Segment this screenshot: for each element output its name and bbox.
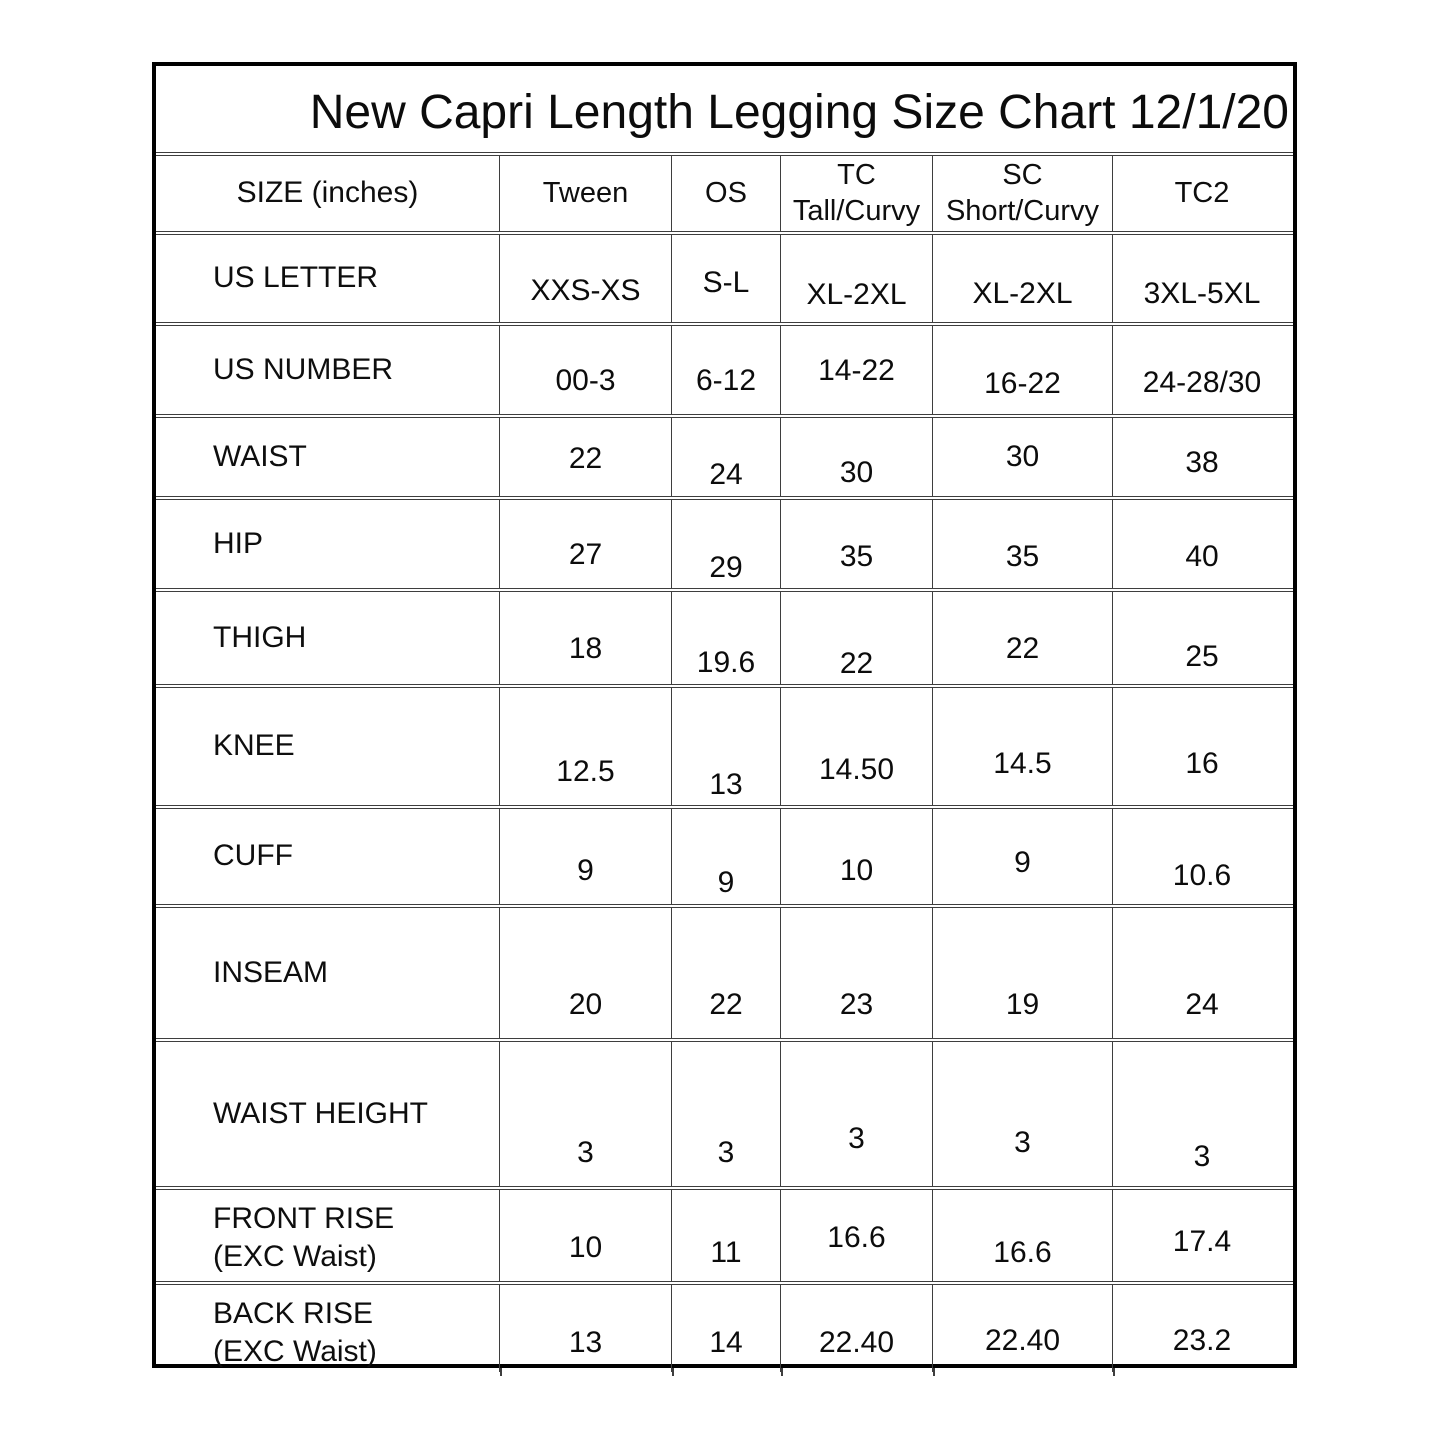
cell-value: 3 xyxy=(848,1122,865,1155)
cell-back-rise-tween xyxy=(499,1285,671,1372)
cell-value: 24 xyxy=(709,458,743,491)
cell-us-letter-os xyxy=(671,235,780,322)
table-row-knee xyxy=(156,684,1293,805)
cell-value: 19.6 xyxy=(696,646,756,679)
column-header-sc xyxy=(932,156,1112,231)
cell-value: 9 xyxy=(717,866,735,899)
cell-value: 10 xyxy=(568,1231,603,1264)
cell-hip-tc2 xyxy=(1112,500,1291,588)
row-label-back-rise xyxy=(156,1285,499,1372)
cell-waist-tc xyxy=(780,418,932,496)
cell-cuff-sc xyxy=(932,809,1112,904)
cell-back-rise-os xyxy=(671,1285,780,1372)
table-row-waist xyxy=(156,414,1293,496)
cell-value: 22.40 xyxy=(818,1325,895,1359)
cell-value: 40 xyxy=(1185,540,1219,573)
cell-value: 22 xyxy=(839,647,874,680)
cell-value: 24-28/30 xyxy=(1142,366,1262,399)
cell-value: 24 xyxy=(1185,988,1219,1021)
row-label-hip xyxy=(156,500,499,588)
column-divider-stub xyxy=(781,1368,783,1376)
row-label-text: WAIST HEIGHT xyxy=(213,1096,429,1130)
column-divider-stub xyxy=(500,1368,502,1376)
cell-knee-os xyxy=(671,688,780,805)
column-header-sublabel: Short/Curvy xyxy=(945,194,1100,227)
cell-cuff-tween xyxy=(499,809,671,904)
column-header-tween xyxy=(499,156,671,231)
cell-inseam-tc2 xyxy=(1112,908,1291,1038)
row-label-knee xyxy=(156,688,499,805)
size-chart-table xyxy=(152,62,1297,1368)
cell-value: 22 xyxy=(568,442,603,475)
cell-inseam-tc xyxy=(780,908,932,1038)
cell-front-rise-os xyxy=(671,1190,780,1281)
cell-hip-os xyxy=(671,500,780,588)
title-row xyxy=(156,66,1293,152)
row-label-front-rise xyxy=(156,1190,499,1281)
cell-cuff-tc xyxy=(780,809,932,904)
cell-value: 16-22 xyxy=(984,367,1061,400)
cell-inseam-tween xyxy=(499,908,671,1038)
cell-value: 00-3 xyxy=(555,364,616,397)
cell-value: 3 xyxy=(577,1136,594,1169)
cell-knee-tc xyxy=(780,688,932,805)
row-label-text: THIGH xyxy=(213,620,307,654)
row-label-text: INSEAM xyxy=(213,955,329,989)
table-row-inseam xyxy=(156,904,1293,1038)
cell-cuff-os xyxy=(671,809,780,904)
cell-value: 12.5 xyxy=(556,755,615,788)
cell-waist-os xyxy=(671,418,780,496)
cell-value: 10 xyxy=(839,854,874,887)
cell-waist-height-tc xyxy=(780,1042,932,1186)
table-row-cuff xyxy=(156,805,1293,904)
table-row-hip xyxy=(156,496,1293,588)
cell-value: 30 xyxy=(1005,440,1040,473)
cell-value: 35 xyxy=(1005,540,1040,573)
row-label-text: BACK RISE xyxy=(213,1297,374,1330)
row-label-cuff xyxy=(156,809,499,904)
column-header-tc2 xyxy=(1112,156,1291,231)
cell-back-rise-sc xyxy=(932,1285,1112,1372)
row-sublabel-text: (EXC Waist) xyxy=(213,1240,377,1274)
row-label-text: FRONT RISE xyxy=(213,1202,395,1235)
cell-knee-sc xyxy=(932,688,1112,805)
column-divider-stub xyxy=(933,1368,935,1376)
column-divider-stub xyxy=(1113,1368,1115,1376)
cell-value: 22.40 xyxy=(984,1323,1061,1357)
page-title: New Capri Length Legging Size Chart 12/1/20 xyxy=(309,86,1289,139)
cell-value: 38 xyxy=(1185,446,1219,479)
cell-value: 18 xyxy=(568,632,603,665)
table-row-waist-height xyxy=(156,1038,1293,1186)
cell-value: 35 xyxy=(839,540,874,573)
cell-waist-height-tween xyxy=(499,1042,671,1186)
column-header-tc xyxy=(780,156,932,231)
cell-value: 14.5 xyxy=(993,747,1052,780)
cell-us-number-tc xyxy=(780,326,932,414)
cell-value: XL-2XL xyxy=(972,277,1073,310)
cell-waist-sc xyxy=(932,418,1112,496)
table-row-front-rise xyxy=(156,1186,1293,1281)
cell-value: 27 xyxy=(568,538,603,571)
column-header-label: Tween xyxy=(542,176,629,209)
cell-thigh-tc2 xyxy=(1112,592,1291,684)
row-label-text: WAIST xyxy=(213,439,307,473)
table-row-us-letter xyxy=(156,231,1293,322)
cell-value: 9 xyxy=(1014,846,1031,879)
corner-label: SIZE (inches) xyxy=(236,176,419,210)
row-label-text: US NUMBER xyxy=(213,352,394,386)
column-header-label: TC2 xyxy=(1174,176,1230,209)
cell-us-letter-sc xyxy=(932,235,1112,322)
cell-value: 29 xyxy=(709,551,743,584)
cell-us-number-os xyxy=(671,326,780,414)
cell-us-letter-tween xyxy=(499,235,671,322)
cell-value: XXS-XS xyxy=(530,274,641,307)
cell-waist-height-tc2 xyxy=(1112,1042,1291,1186)
row-label-text: US LETTER xyxy=(213,261,379,295)
cell-value: 3 xyxy=(1014,1126,1031,1159)
cell-value: 16.6 xyxy=(827,1221,886,1254)
cell-value: 22 xyxy=(709,988,743,1021)
cell-thigh-os xyxy=(671,592,780,684)
cell-us-number-sc xyxy=(932,326,1112,414)
cell-cuff-tc2 xyxy=(1112,809,1291,904)
cell-value: 23 xyxy=(839,988,874,1021)
cell-front-rise-tween xyxy=(499,1190,671,1281)
row-label-us-letter xyxy=(156,235,499,322)
row-label-waist-height xyxy=(156,1042,499,1186)
row-label-waist xyxy=(156,418,499,496)
cell-waist-height-os xyxy=(671,1042,780,1186)
cell-value: 17.4 xyxy=(1172,1225,1232,1258)
cell-us-letter-tc xyxy=(780,235,932,322)
cell-hip-sc xyxy=(932,500,1112,588)
cell-front-rise-tc xyxy=(780,1190,932,1281)
cell-waist-tc2 xyxy=(1112,418,1291,496)
column-header-size-inches xyxy=(156,156,499,231)
cell-knee-tween xyxy=(499,688,671,805)
row-label-thigh xyxy=(156,592,499,684)
cell-us-number-tween xyxy=(499,326,671,414)
cell-value: 11 xyxy=(710,1236,742,1269)
cell-value: 14 xyxy=(709,1325,743,1359)
row-label-us-number xyxy=(156,326,499,414)
cell-value: 10.6 xyxy=(1172,859,1232,892)
cell-value: 3 xyxy=(717,1136,735,1169)
cell-us-number-tc2 xyxy=(1112,326,1291,414)
cell-value: 9 xyxy=(577,854,594,887)
cell-hip-tc xyxy=(780,500,932,588)
column-header-label: TC xyxy=(837,159,876,192)
column-header-label: OS xyxy=(705,176,747,209)
row-label-text: HIP xyxy=(213,526,264,560)
row-label-inseam xyxy=(156,908,499,1038)
cell-front-rise-tc2 xyxy=(1112,1190,1291,1281)
row-label-text: CUFF xyxy=(213,839,293,873)
cell-value: 30 xyxy=(839,456,874,489)
cell-value: 13 xyxy=(709,768,743,801)
cell-value: 14-22 xyxy=(818,354,895,387)
table-row-thigh xyxy=(156,588,1293,684)
cell-value: 25 xyxy=(1185,640,1219,673)
cell-hip-tween xyxy=(499,500,671,588)
cell-knee-tc2 xyxy=(1112,688,1291,805)
cell-thigh-sc xyxy=(932,592,1112,684)
cell-value: 20 xyxy=(568,988,603,1021)
cell-thigh-tc xyxy=(780,592,932,684)
cell-back-rise-tc2 xyxy=(1112,1285,1291,1372)
cell-value: S-L xyxy=(702,266,750,299)
table-row-back-rise xyxy=(156,1281,1293,1369)
row-label-text: KNEE xyxy=(213,729,295,763)
row-sublabel-text: (EXC Waist) xyxy=(213,1335,377,1369)
column-header-os xyxy=(671,156,780,231)
cell-value: 14.50 xyxy=(818,753,895,786)
cell-value: 13 xyxy=(568,1325,603,1359)
table-row-us-number xyxy=(156,322,1293,414)
header-row xyxy=(156,152,1293,231)
column-header-sublabel: Tall/Curvy xyxy=(792,194,921,227)
cell-value: 16 xyxy=(1185,747,1219,780)
cell-back-rise-tc xyxy=(780,1285,932,1372)
cell-value: XL-2XL xyxy=(806,278,907,311)
cell-value: 22 xyxy=(1005,632,1040,665)
cell-value: 3XL-5XL xyxy=(1143,277,1261,310)
cell-value: 19 xyxy=(1005,988,1040,1021)
column-divider-stub xyxy=(672,1368,674,1376)
cell-inseam-sc xyxy=(932,908,1112,1038)
cell-us-letter-tc2 xyxy=(1112,235,1291,322)
cell-value: 16.6 xyxy=(993,1236,1052,1269)
cell-value: 6-12 xyxy=(695,364,757,397)
cell-thigh-tween xyxy=(499,592,671,684)
column-header-label: SC xyxy=(1002,159,1043,192)
cell-value: 23.2 xyxy=(1172,1323,1232,1357)
cell-inseam-os xyxy=(671,908,780,1038)
cell-front-rise-sc xyxy=(932,1190,1112,1281)
cell-waist-height-sc xyxy=(932,1042,1112,1186)
cell-value: 3 xyxy=(1193,1140,1211,1173)
cell-waist-tween xyxy=(499,418,671,496)
